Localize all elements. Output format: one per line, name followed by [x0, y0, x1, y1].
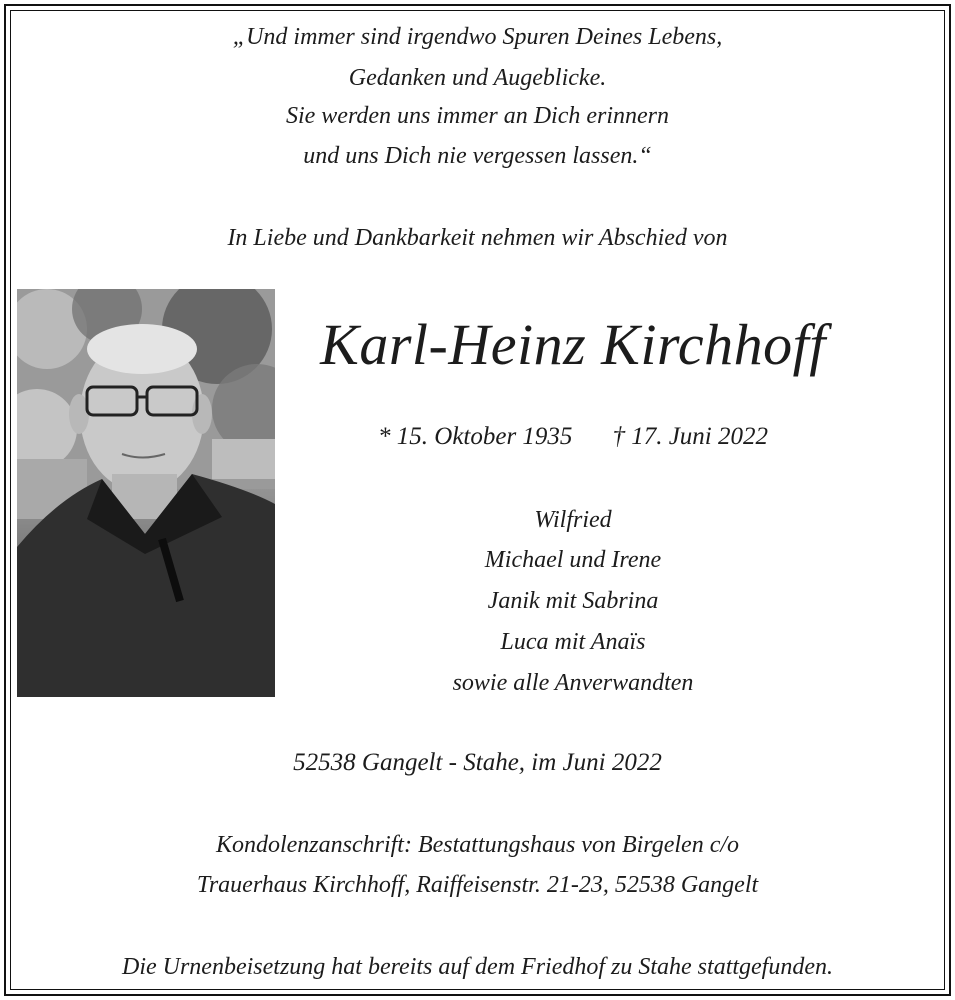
- mourner-item: Janik mit Sabrina: [487, 588, 659, 614]
- mourner-item: Wilfried: [534, 507, 612, 533]
- mourner-item: Michael und Irene: [484, 547, 662, 573]
- quote-line-2: Gedanken und Augeblicke.: [348, 65, 607, 91]
- death-date: † 17. Juni 2022: [612, 423, 768, 450]
- quote-line-1: „Und immer sind irgendwo Spuren Deines Lebens,: [232, 24, 723, 50]
- portrait-photo: [17, 289, 275, 697]
- deceased-name: Karl-Heinz Kirchhoff: [320, 312, 826, 377]
- place-date: 52538 Gangelt - Stahe, im Juni 2022: [293, 749, 662, 776]
- mourner-item: Luca mit Anaïs: [500, 629, 646, 655]
- life-dates: [308, 422, 838, 452]
- burial-note: Die Urnenbeisetzung hat bereits auf dem Friedhof zu Stahe stattgefunden.: [121, 954, 833, 980]
- quote-line-3: Sie werden uns immer an Dich erinnern: [285, 103, 670, 129]
- condolence-line-1: Kondolenzanschrift: Bestattungshaus von Birgelen c/o: [215, 832, 740, 858]
- quote-line-4: und uns Dich nie vergessen lassen.“: [303, 143, 652, 169]
- mourner-item: sowie alle Anverwandten: [452, 670, 694, 696]
- birth-date: * 15. Oktober 1935: [378, 423, 573, 450]
- farewell-intro: In Liebe und Dankbarkeit nehmen wir Abschied von: [227, 225, 728, 251]
- condolence-line-2: Trauerhaus Kirchhoff, Raiffeisenstr. 21-23, 52538 Gangelt: [196, 872, 759, 898]
